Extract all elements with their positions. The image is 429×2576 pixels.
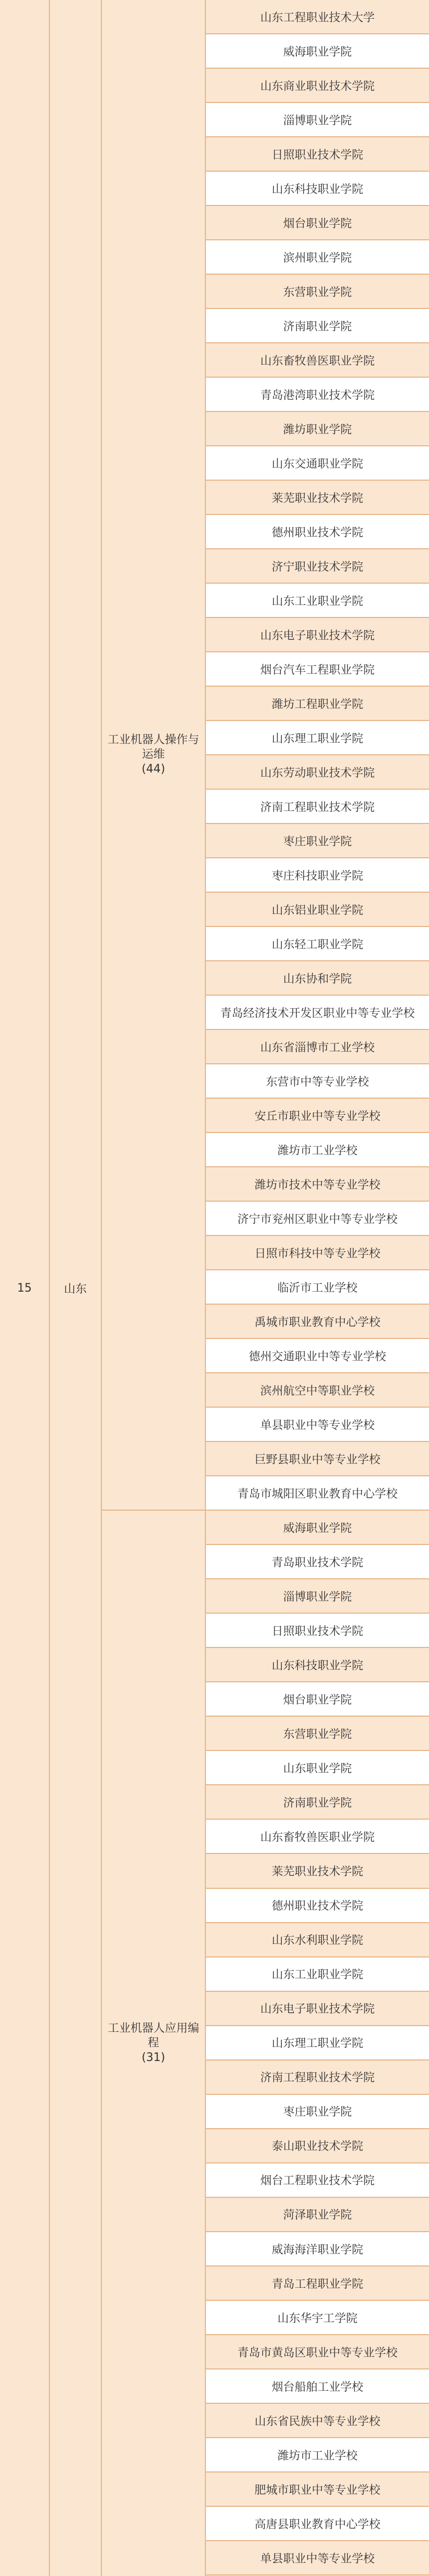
- school-row: 潍坊市工业学校: [206, 2438, 429, 2472]
- school-row: 潍坊工程职业学院: [206, 687, 429, 721]
- school-row: 山东理工职业学院: [206, 721, 429, 755]
- school-row: 日照职业技术学院: [206, 137, 429, 172]
- school-row: 山东工业职业学院: [206, 584, 429, 618]
- school-row: 山东省民族中等专业学校: [206, 2404, 429, 2438]
- school-row: 济宁职业技术学院: [206, 549, 429, 584]
- school-row: 日照职业技术学院: [206, 1614, 429, 1648]
- school-group-2: [206, 1511, 429, 2575]
- school-row: 青岛港湾职业技术学院: [206, 378, 429, 412]
- school-row: 潍坊市工业学校: [206, 1133, 429, 1167]
- school-row: 枣庄职业学院: [206, 2095, 429, 2129]
- school-row: 东营市中等专业学校: [206, 1064, 429, 1099]
- school-row: 威海海洋职业学院: [206, 2232, 429, 2266]
- school-list-column: [206, 0, 429, 2576]
- school-row: 单县职业中等专业学校: [206, 2541, 429, 2575]
- school-row: 山东劳动职业技术学院: [206, 755, 429, 790]
- school-row: 青岛工程职业学院: [206, 2266, 429, 2301]
- major-count: (44): [141, 763, 165, 776]
- school-row: 烟台职业学院: [206, 1682, 429, 1717]
- school-row: 烟台职业学院: [206, 206, 429, 240]
- school-row: 烟台汽车工程职业学院: [206, 652, 429, 687]
- school-row: 威海职业学院: [206, 34, 429, 69]
- school-row: 山东电子职业技术学院: [206, 618, 429, 652]
- school-row: 山东商业职业技术学院: [206, 69, 429, 103]
- school-row: 枣庄科技职业学院: [206, 858, 429, 893]
- major-count: (31): [141, 2051, 165, 2064]
- school-row: 东营职业学院: [206, 275, 429, 309]
- school-row: 高唐县职业教育中心学校: [206, 2507, 429, 2541]
- school-row: 德州职业技术学院: [206, 1889, 429, 1923]
- school-row: 山东畜牧兽医职业学院: [206, 343, 429, 378]
- school-row: 禹城市职业教育中心学校: [206, 1305, 429, 1339]
- school-row: 潍坊市技术中等专业学校: [206, 1167, 429, 1202]
- school-group-1: [206, 0, 429, 1511]
- school-row: 临沂市工业学校: [206, 1270, 429, 1305]
- row-index-cell: [0, 0, 50, 2576]
- province-name: 山东: [63, 1282, 87, 1296]
- school-row: 济宁市兖州区职业中等专业学校: [206, 1202, 429, 1236]
- major-name: 工业机器人操作与运维: [107, 733, 199, 761]
- school-row: 山东畜牧兽医职业学院: [206, 1820, 429, 1854]
- school-row: 滨州航空中等职业学校: [206, 1373, 429, 1408]
- school-row: 山东协和学院: [206, 961, 429, 996]
- school-row: 淄博职业学院: [206, 1579, 429, 1614]
- row-index: 15: [17, 1281, 32, 1295]
- school-row: 安丘市职业中等专业学校: [206, 1099, 429, 1133]
- school-row: 山东科技职业学院: [206, 1648, 429, 1682]
- school-row: 德州交通职业中等专业学校: [206, 1339, 429, 1373]
- school-row: 济南职业学院: [206, 1785, 429, 1820]
- school-row: 山东工业职业学院: [206, 1957, 429, 1992]
- major-name: 工业机器人应用编程: [107, 2022, 199, 2050]
- school-row: 山东铝业职业学院: [206, 893, 429, 927]
- school-row: 山东电子职业技术学院: [206, 1992, 429, 2026]
- school-row: 山东工程职业技术大学: [206, 0, 429, 34]
- school-row: 济南职业学院: [206, 309, 429, 343]
- school-row: 莱芜职业技术学院: [206, 1854, 429, 1888]
- school-row: 青岛市黄岛区职业中等专业学校: [206, 2335, 429, 2369]
- school-row: 山东轻工职业学院: [206, 927, 429, 961]
- school-row: 烟台船舶工业学校: [206, 2369, 429, 2404]
- school-row: 肥城市职业中等专业学校: [206, 2472, 429, 2507]
- school-row: 山东华宇工学院: [206, 2301, 429, 2335]
- province-cell: [50, 0, 102, 2576]
- school-row: 威海职业学院: [206, 1511, 429, 1545]
- school-row: 潍坊职业学院: [206, 412, 429, 446]
- school-row: 山东科技职业学院: [206, 172, 429, 206]
- major-cell-2: [102, 1511, 206, 2576]
- school-row: 青岛市城阳区职业教育中心学校: [206, 1476, 429, 1511]
- school-row: 山东职业学院: [206, 1751, 429, 1785]
- school-row: 东营职业学院: [206, 1717, 429, 1751]
- school-row: 枣庄职业学院: [206, 824, 429, 858]
- school-row: 单县职业中等专业学校: [206, 1408, 429, 1442]
- school-row: 菏泽职业学院: [206, 2198, 429, 2232]
- school-row: 山东水利职业学院: [206, 1923, 429, 1957]
- school-row: 日照市科技中等专业学校: [206, 1236, 429, 1270]
- school-row: 淄博职业学院: [206, 103, 429, 137]
- school-row: 德州职业技术学院: [206, 515, 429, 549]
- school-row: 莱芜职业技术学院: [206, 481, 429, 515]
- school-row: 烟台工程职业技术学院: [206, 2163, 429, 2198]
- school-row: 青岛经济技术开发区职业中等专业学校: [206, 996, 429, 1030]
- school-row: 山东交通职业学院: [206, 446, 429, 481]
- school-row: 泰山职业技术学院: [206, 2129, 429, 2163]
- school-row: 山东省淄博市工业学校: [206, 1030, 429, 1064]
- school-row: 山东理工职业学院: [206, 2026, 429, 2060]
- major-cell-1: [102, 0, 206, 1511]
- school-row: 济南工程职业技术学院: [206, 790, 429, 824]
- school-row: 青岛职业技术学院: [206, 1545, 429, 1579]
- school-row: 滨州职业学院: [206, 240, 429, 275]
- school-row: 济南工程职业技术学院: [206, 2060, 429, 2095]
- school-row: 巨野县职业中等专业学校: [206, 1442, 429, 1476]
